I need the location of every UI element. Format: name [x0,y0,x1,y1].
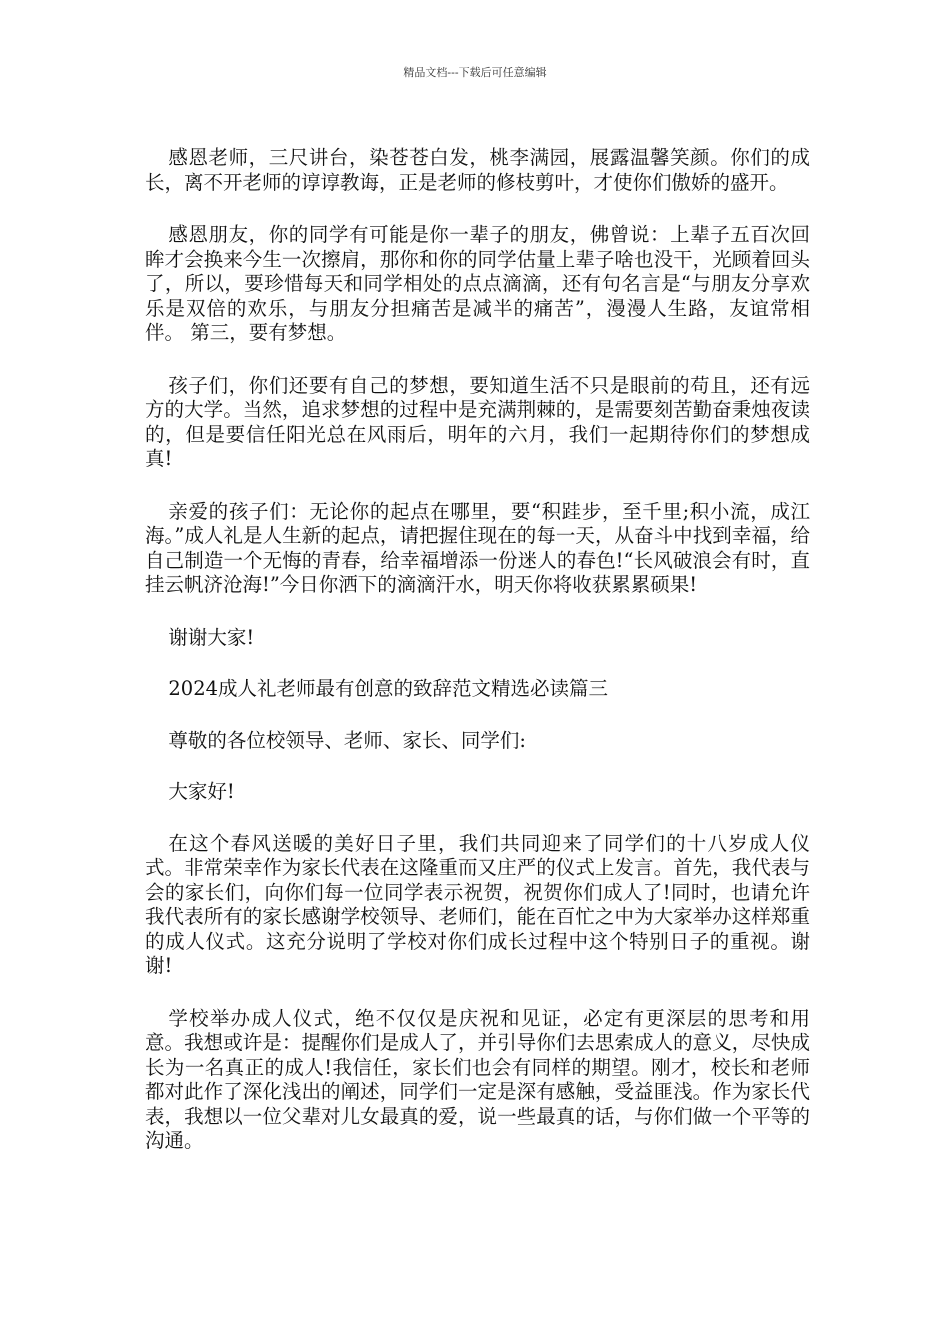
paragraph-dreams: 孩子们，你们还要有自己的梦想，要知道生活不只是眼前的苟且，还有远方的大学。当然，追求梦想的过程中是充满荆棘的，是需要刻苦勤奋秉烛夜读的，但是要信任阳光总在风雨后，明年的六月，我们一起期待你们的梦想成真! [145,373,810,470]
paragraph-ceremony-meaning: 学校举办成人仪式，绝不仅仅是庆祝和见证，必定有更深层的思考和用意。我想或许是：提醒你们是成人了，并引导你们去思索成人的意义，尽快成长为一名真正的成人!我信任，家长们也会有同样的期望。刚才，校长和老师都对此作了深化浅出的阐述，同学们一定是深有感触，受益匪浅。作为家长代表，我想以一位父辈对儿女最真的爱，说一些最真的话，与你们做一个平等的沟通。 [145,1006,810,1152]
document-body [145,146,810,1182]
section-title: 2024成人礼老师最有创意的致辞范文精选必读篇三 [168,677,609,700]
paragraph-greeting: 大家好! [168,780,235,803]
paragraph-thank-teachers: 感恩老师，三尺讲台，染苍苍白发，桃李满园，展露温馨笑颜。你们的成长，离不开老师的谆谆教诲，正是老师的修枝剪叶，才使你们傲娇的盛开。 [145,146,810,194]
paragraph-ceremony-intro: 在这个春风送暖的美好日子里，我们共同迎来了同学们的十八岁成人仪式。非常荣幸作为家长代表在这隆重而又庄严的仪式上发言。首先，我代表与会的家长们，向你们每一位同学表示祝贺，祝贺你们成人了!同时，也请允许我代表所有的家长感谢学校领导、老师们，能在百忙之中为大家举办这样郑重的成人仪式。这充分说明了学校对你们成长过程中这个特别日子的重视。谢谢! [145,831,810,977]
paragraph-dear-children: 亲爱的孩子们：无论你的起点在哪里，要“积跬步，至千里;积小流，成江海。”成人礼是人生新的起点，请把握住现在的每一天，从奋斗中找到幸福，给自己制造一个无悔的青春，给幸福增添一份迷人的春色!“长风破浪会有时，直挂云帆济沧海!”今日你洒下的滴滴汗水，明天你将收获累累硕果! [145,499,810,596]
paragraph-salutation: 尊敬的各位校领导、老师、家长、同学们: [168,728,526,752]
paragraph-thank-friends: 感恩朋友，你的同学有可能是你一辈子的朋友，佛曾说：上辈子五百次回眸才会换来今生一次擦肩，那你和你的同学估量上辈子啥也没干，光顾着回头了，所以，要珍惜每天和同学相处的点点滴滴，还有句名言是“与朋友分享欢乐是双倍的欢乐，与朋友分担痛苦是减半的痛苦”，漫漫人生路，友谊常相伴。 第三，要有梦想。 [145,223,810,344]
page-header: 精品文档---下载后可任意编辑 [403,66,547,79]
paragraph-thanks-all: 谢谢大家! [168,625,255,649]
